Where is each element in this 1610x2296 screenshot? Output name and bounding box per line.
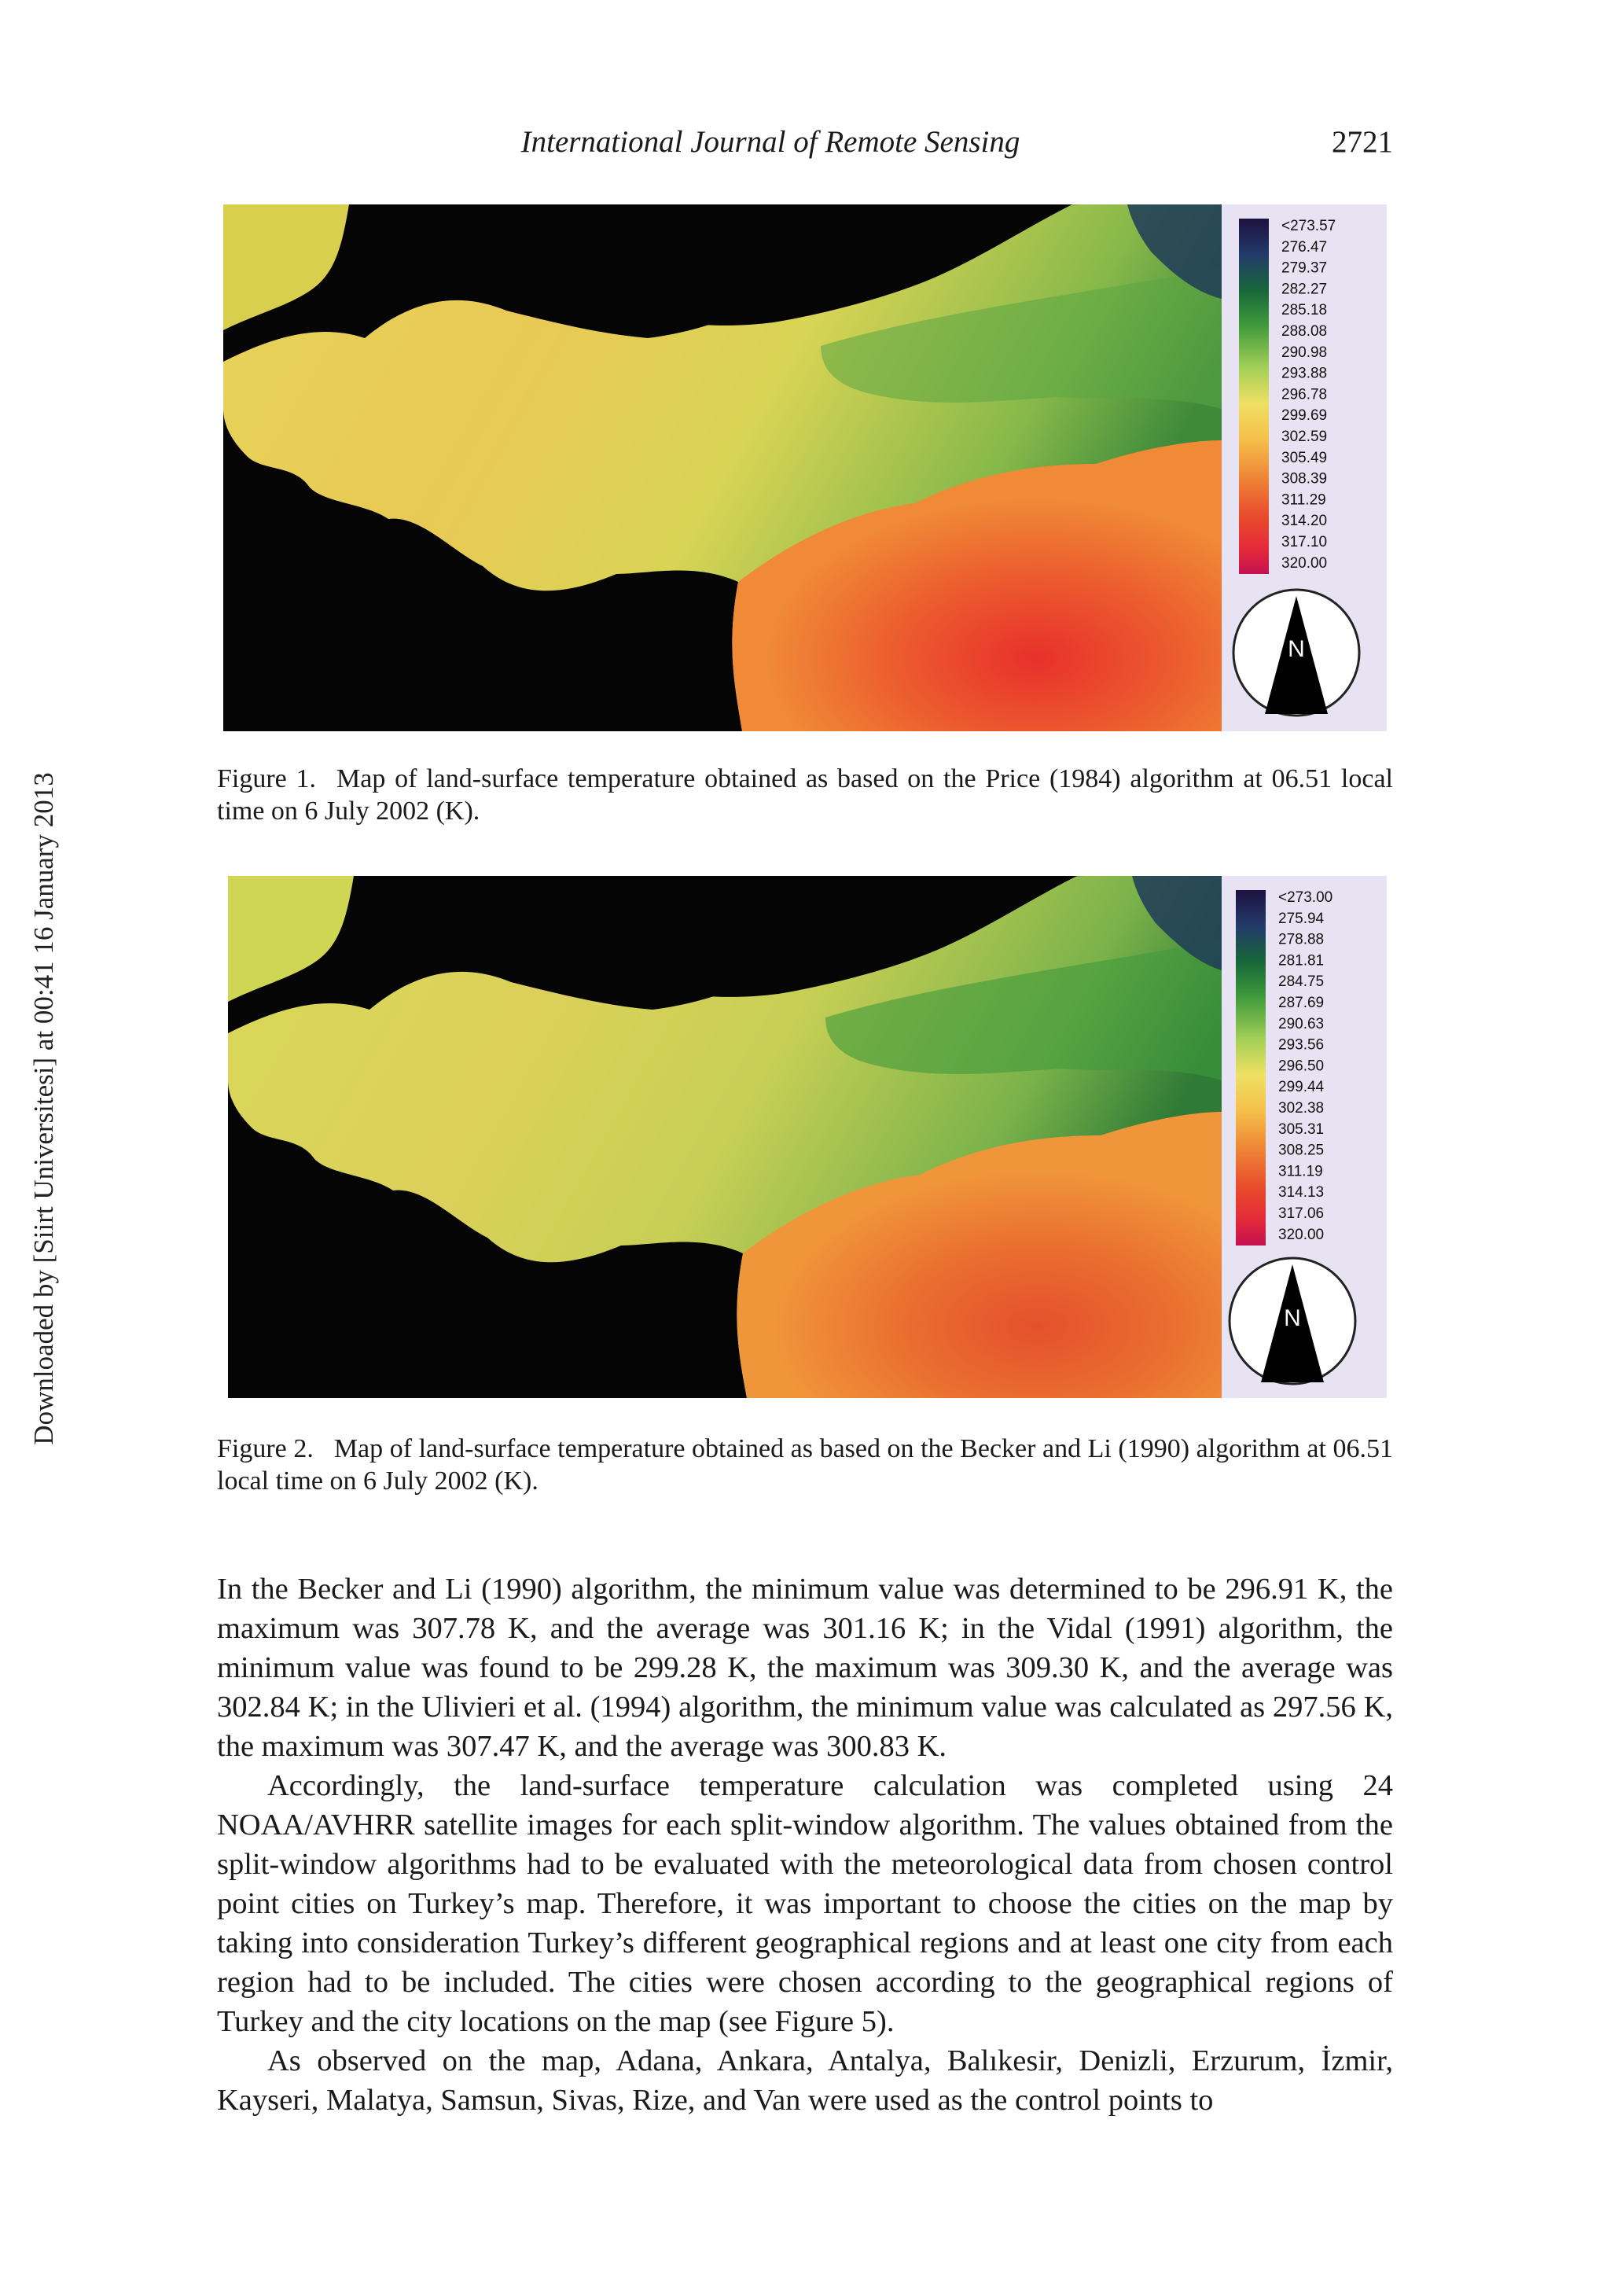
legend-label: 282.27: [1281, 281, 1328, 298]
legend-label: 290.63: [1278, 1015, 1325, 1032]
legend-label: <273.00: [1278, 889, 1333, 906]
legend-label: 296.78: [1281, 386, 1328, 403]
body-paragraph: As observed on the map, Adana, Ankara, Antalya, Balıkesir, Denizli, Erzurum, İzmir, Kayseri, Malatya, Samsun, Sivas, Rize, and Van were used as the control points to: [217, 2044, 1393, 2117]
body-paragraph: Accordingly, the land-surface temperature calculation was completed using 24 NOAA/AVHRR satellite images for each split-window algorithm. The values obtained from the split-window algorithms had to be evaluated with the meteorological data from chosen control point cities on Turkey’s map. Therefore, it was important to choose the cities on the map by taking into consideration Turkey’s different geographical regions and at least one city from each region had to be included. The cities were chosen according to the geographical regions of Turkey and the city locations on the map (see Figure 5).: [217, 1769, 1393, 2038]
figure-2-north-label: N: [1284, 1305, 1301, 1331]
legend-label: 302.38: [1278, 1100, 1325, 1117]
page-number: 2721: [1332, 125, 1393, 159]
legend-label: 281.81: [1278, 952, 1325, 970]
figure-2-map: [228, 876, 1387, 1398]
figure-2-svg: [228, 876, 1387, 1398]
legend-label: 290.98: [1281, 344, 1328, 361]
body-text: [217, 1569, 1393, 2120]
figure-2-color-ramp: [1236, 890, 1266, 1246]
legend-label: 293.88: [1281, 365, 1328, 382]
legend-label: 308.39: [1281, 470, 1328, 488]
figure-1-map: [223, 204, 1387, 731]
legend-label: 293.56: [1278, 1036, 1325, 1054]
legend-label: 314.13: [1278, 1184, 1325, 1201]
legend-label: 305.31: [1278, 1120, 1325, 1138]
legend-label: 302.59: [1281, 429, 1328, 445]
legend-label: 317.06: [1278, 1205, 1325, 1222]
figure-1-caption: [217, 763, 1393, 827]
legend-label: 287.69: [1278, 995, 1325, 1011]
legend-label: 317.10: [1281, 534, 1328, 550]
legend-label: 278.88: [1278, 931, 1325, 948]
figure-1-caption-text: Map of land-surface temperature obtained as based on the Price (1984) algorithm at 06.51 local time on 6 July 2002 (K).: [217, 764, 1393, 826]
legend-label: 285.18: [1281, 302, 1328, 319]
legend-label: 288.08: [1281, 323, 1328, 340]
legend-label: 311.29: [1281, 491, 1326, 509]
legend-label: <273.57: [1281, 218, 1336, 234]
legend-label: 279.37: [1281, 259, 1328, 277]
figure-2-caption: [217, 1433, 1393, 1497]
legend-label: 320.00: [1281, 554, 1328, 572]
legend-label: 284.75: [1278, 973, 1325, 991]
legend-label: 314.20: [1281, 513, 1328, 530]
legend-label: 296.50: [1278, 1058, 1325, 1075]
figure-2-caption-text: Map of land-surface temperature obtained as based on the Becker and Li (1990) algorithm at 06.51 local time on 6 July 2002 (K).: [217, 1434, 1393, 1496]
legend-label: 276.47: [1281, 238, 1328, 256]
figure-1-svg: [223, 204, 1387, 731]
legend-label: 299.44: [1278, 1079, 1325, 1096]
figure-2-north-arrow: [1230, 1258, 1355, 1384]
running-header-title: International Journal of Remote Sensing: [520, 125, 1020, 159]
body-paragraph: In the Becker and Li (1990) algorithm, the minimum value was determined to be 296.91 K, the maximum was 307.78 K, and the average was 301.16 K; in the Vidal (1991) algorithm, the minimum value was found to be 299.28 K, the maximum was 309.30 K, and the average was 302.84 K; in the Ulivieri et al. (1994) algorithm, the minimum value was calculated as 297.56 K, the maximum was 307.47 K, and the average was 300.83 K.: [217, 1573, 1393, 1763]
figure-2-caption-number: Figure 2.: [217, 1434, 314, 1463]
figure-1-caption-number: Figure 1.: [217, 764, 317, 793]
figure-1-north-label: N: [1288, 636, 1305, 662]
legend-label: 320.00: [1278, 1226, 1325, 1243]
legend-label: 305.49: [1281, 449, 1328, 466]
figure-1-north-arrow: [1233, 590, 1359, 716]
legend-label: 299.69: [1281, 407, 1328, 425]
download-watermark: Downloaded by [Siirt Universitesi] at 00:41 16 January 2013: [28, 772, 59, 1445]
figure-1-color-ramp: [1239, 219, 1269, 574]
legend-label: 308.25: [1278, 1142, 1325, 1159]
legend-label: 311.19: [1278, 1163, 1323, 1180]
legend-label: 275.94: [1278, 910, 1325, 927]
